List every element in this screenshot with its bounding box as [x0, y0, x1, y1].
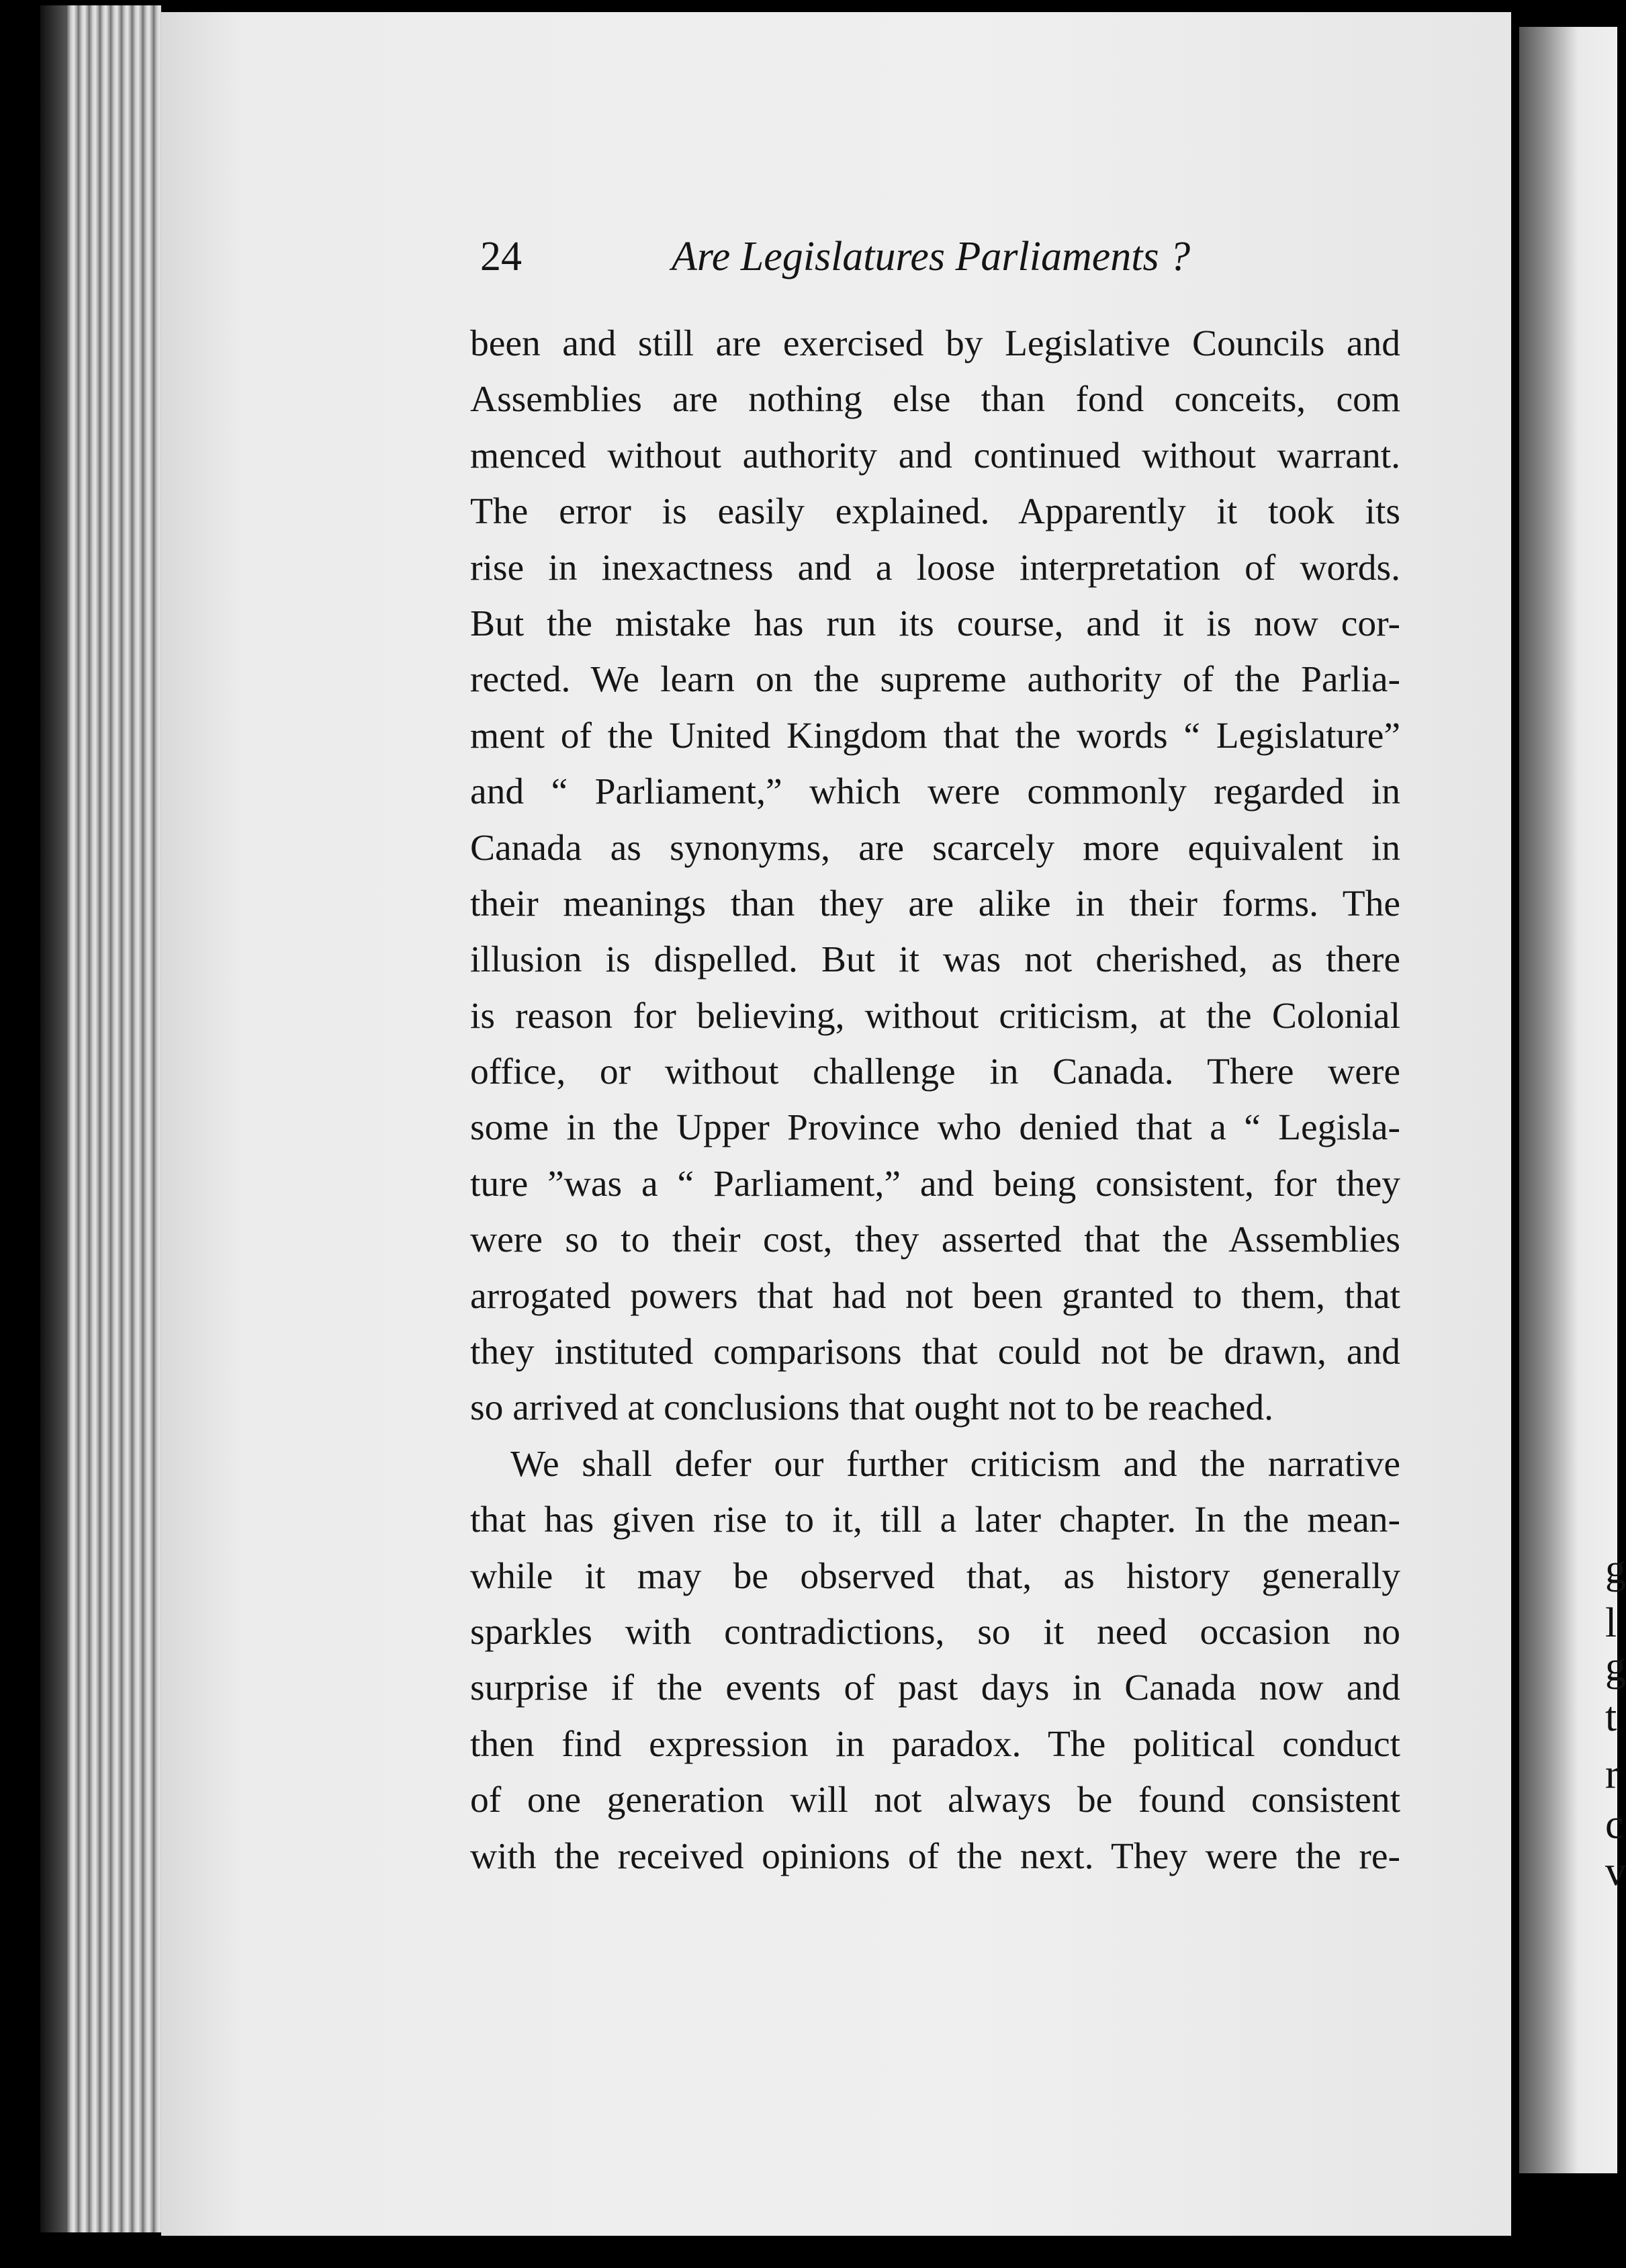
page-number: 24 — [480, 234, 522, 279]
text-line: arrogated powers that had not been granted to them, that — [470, 1275, 1400, 1317]
text-line: But the mistake has run its course, and it is now cor- — [470, 603, 1400, 644]
text-line: illusion is dispelled. But it was not cherished, as there — [470, 939, 1400, 981]
text-line: Assemblies are nothing else than fond conceits, com — [470, 379, 1400, 421]
facing-page-letter: l — [1605, 1600, 1617, 1646]
page-stack-edges — [67, 5, 161, 2232]
text-line: of one generation will not always be found consistent — [470, 1780, 1400, 1821]
text-line: then find expression in paradox. The political conduct — [470, 1723, 1400, 1765]
text-line: sparkles with contradictions, so it need occasion no — [470, 1611, 1400, 1653]
facing-page-letter: c — [1605, 1802, 1624, 1847]
text-line: rected. We learn on the supreme authority of the Parlia- — [470, 659, 1400, 701]
text-line: were so to their cost, they asserted that the Assemblies — [470, 1219, 1400, 1261]
text-line: they instituted comparisons that could not be drawn, and — [470, 1332, 1400, 1373]
text-line: is reason for believing, without criticism, at the Colonial — [470, 995, 1400, 1037]
facing-page-letter: r — [1605, 1751, 1619, 1797]
body-text — [470, 316, 1400, 1884]
text-line: We shall defer our further criticism and the narrative — [510, 1443, 1400, 1485]
text-line: that has given rise to it, till a later chapter. In the mean- — [470, 1499, 1400, 1541]
running-title: Are Legislatures Parliaments ? — [672, 234, 1191, 279]
text-line: ment of the United Kingdom that the words “ Legislature” — [470, 715, 1400, 756]
text-line: and “ Parliament,” which were commonly regarded in — [470, 771, 1400, 813]
running-head — [480, 225, 1407, 286]
text-line: Canada as synonyms, are scarcely more equivalent in — [470, 827, 1400, 869]
text-line: office, or without challenge in Canada. There were — [470, 1051, 1400, 1093]
text-line: rise in inexactness and a loose interpretation of words. — [470, 547, 1400, 588]
facing-page-edge — [1519, 27, 1617, 2173]
text-line: so arrived at conclusions that ought not to be reached. — [470, 1387, 1273, 1429]
book-binding-edge — [40, 5, 67, 2232]
text-line: menced without authority and continued without warrant. — [470, 435, 1400, 476]
facing-page-letter: g — [1605, 1546, 1626, 1592]
text-line: some in the Upper Province who denied that a “ Legisla- — [470, 1107, 1400, 1149]
text-line: ture ”was a “ Parliament,” and being consistent, for they — [470, 1163, 1400, 1205]
text-line: The error is easily explained. Apparently it took its — [470, 491, 1400, 533]
text-line: with the received opinions of the next. They were the re- — [470, 1835, 1400, 1877]
facing-page-letter: t — [1605, 1694, 1617, 1740]
facing-page-letter: g — [1605, 1644, 1626, 1690]
text-line: their meanings than they are alike in their forms. The — [470, 883, 1400, 924]
text-line: been and still are exercised by Legislative Councils and — [470, 323, 1400, 364]
facing-page-letter: v — [1605, 1849, 1626, 1894]
text-line: surprise if the events of past days in Canada now and — [470, 1667, 1400, 1709]
text-line: while it may be observed that, as history generally — [470, 1555, 1400, 1597]
